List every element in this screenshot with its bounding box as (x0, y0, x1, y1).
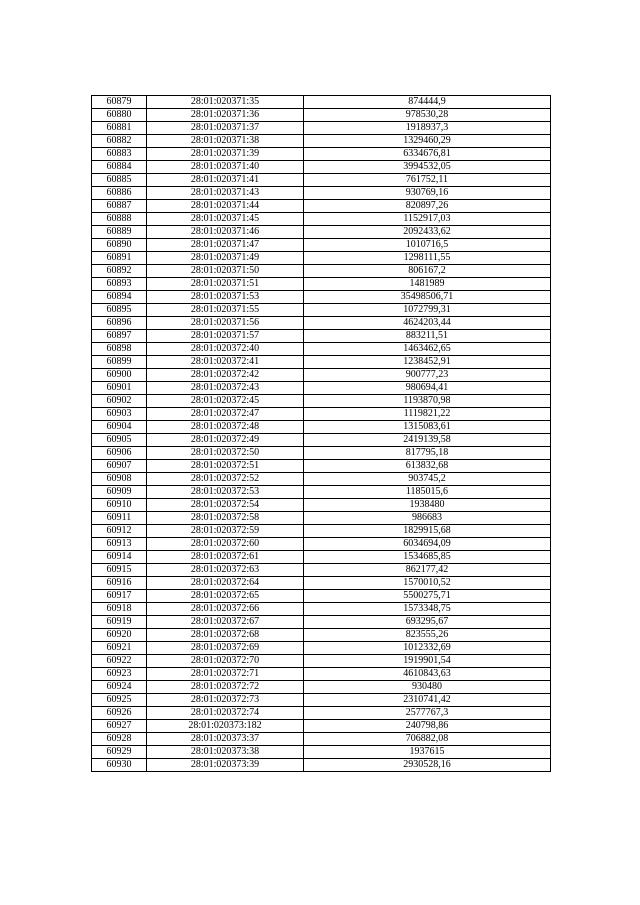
value-cell: 817795,18 (304, 447, 551, 460)
row-number-cell: 60920 (92, 629, 147, 642)
cadastral-number-cell: 28:01:020372:53 (147, 486, 304, 499)
value-cell: 1829915,68 (304, 525, 551, 538)
cadastral-number-cell: 28:01:020371:51 (147, 278, 304, 291)
table-row (92, 525, 551, 538)
cadastral-number-cell: 28:01:020372:71 (147, 668, 304, 681)
table-row (92, 538, 551, 551)
cadastral-number-cell: 28:01:020372:43 (147, 382, 304, 395)
cadastral-number-cell: 28:01:020371:36 (147, 109, 304, 122)
cadastral-number-cell: 28:01:020372:61 (147, 551, 304, 564)
cadastral-number-cell: 28:01:020372:73 (147, 694, 304, 707)
cadastral-number-cell: 28:01:020371:43 (147, 187, 304, 200)
row-number-cell: 60885 (92, 174, 147, 187)
table-row (92, 512, 551, 525)
cadastral-number-cell: 28:01:020371:38 (147, 135, 304, 148)
value-cell: 2092433,62 (304, 226, 551, 239)
value-cell: 1919901,54 (304, 655, 551, 668)
row-number-cell: 60892 (92, 265, 147, 278)
value-cell: 986683 (304, 512, 551, 525)
row-number-cell: 60888 (92, 213, 147, 226)
cadastral-number-cell: 28:01:020371:47 (147, 239, 304, 252)
table-row (92, 629, 551, 642)
row-number-cell: 60926 (92, 707, 147, 720)
cadastral-number-cell: 28:01:020372:69 (147, 642, 304, 655)
value-cell: 1185015,6 (304, 486, 551, 499)
row-number-cell: 60914 (92, 551, 147, 564)
table-row (92, 265, 551, 278)
table-row (92, 291, 551, 304)
cadastral-number-cell: 28:01:020372:40 (147, 343, 304, 356)
value-cell: 1238452,91 (304, 356, 551, 369)
table-row (92, 278, 551, 291)
table-row (92, 460, 551, 473)
row-number-cell: 60896 (92, 317, 147, 330)
cadastral-number-cell: 28:01:020371:55 (147, 304, 304, 317)
table-row (92, 681, 551, 694)
value-cell: 1329460,29 (304, 135, 551, 148)
row-number-cell: 60899 (92, 356, 147, 369)
table-row (92, 317, 551, 330)
value-cell: 2310741,42 (304, 694, 551, 707)
row-number-cell: 60906 (92, 447, 147, 460)
value-cell: 1938480 (304, 499, 551, 512)
cadastral-number-cell: 28:01:020373:38 (147, 746, 304, 759)
value-cell: 1534685,85 (304, 551, 551, 564)
cadastral-number-cell: 28:01:020371:37 (147, 122, 304, 135)
cadastral-number-cell: 28:01:020371:45 (147, 213, 304, 226)
row-number-cell: 60925 (92, 694, 147, 707)
table-row (92, 707, 551, 720)
row-number-cell: 60894 (92, 291, 147, 304)
row-number-cell: 60930 (92, 759, 147, 772)
table-row (92, 161, 551, 174)
row-number-cell: 60882 (92, 135, 147, 148)
table-row (92, 447, 551, 460)
row-number-cell: 60898 (92, 343, 147, 356)
cadastral-number-cell: 28:01:020372:67 (147, 616, 304, 629)
table-row (92, 746, 551, 759)
value-cell: 883211,51 (304, 330, 551, 343)
cadastral-number-cell: 28:01:020372:51 (147, 460, 304, 473)
table-row (92, 733, 551, 746)
table-row (92, 434, 551, 447)
cadastral-number-cell: 28:01:020372:64 (147, 577, 304, 590)
table-row (92, 239, 551, 252)
cadastral-number-cell: 28:01:020371:44 (147, 200, 304, 213)
table-row (92, 720, 551, 733)
value-cell: 930480 (304, 681, 551, 694)
value-cell: 761752,11 (304, 174, 551, 187)
cadastral-number-cell: 28:01:020371:50 (147, 265, 304, 278)
table-row (92, 356, 551, 369)
row-number-cell: 60923 (92, 668, 147, 681)
cadastral-number-cell: 28:01:020371:53 (147, 291, 304, 304)
table-row (92, 96, 551, 109)
value-cell: 980694,41 (304, 382, 551, 395)
value-cell: 1012332,69 (304, 642, 551, 655)
value-cell: 6034694,09 (304, 538, 551, 551)
cadastral-number-cell: 28:01:020372:66 (147, 603, 304, 616)
row-number-cell: 60924 (92, 681, 147, 694)
value-cell: 862177,42 (304, 564, 551, 577)
value-cell: 35498506,71 (304, 291, 551, 304)
table-row (92, 421, 551, 434)
cadastral-number-cell: 28:01:020372:50 (147, 447, 304, 460)
value-cell: 1463462,65 (304, 343, 551, 356)
cadastral-number-cell: 28:01:020372:45 (147, 395, 304, 408)
table-row (92, 499, 551, 512)
row-number-cell: 60912 (92, 525, 147, 538)
cadastral-number-cell: 28:01:020372:72 (147, 681, 304, 694)
value-cell: 5500275,71 (304, 590, 551, 603)
cadastral-number-cell: 28:01:020372:59 (147, 525, 304, 538)
row-number-cell: 60891 (92, 252, 147, 265)
table-row (92, 564, 551, 577)
table-row (92, 551, 551, 564)
row-number-cell: 60927 (92, 720, 147, 733)
value-cell: 1193870,98 (304, 395, 551, 408)
table-row (92, 148, 551, 161)
table-row (92, 486, 551, 499)
table-row (92, 473, 551, 486)
row-number-cell: 60911 (92, 512, 147, 525)
table-row (92, 252, 551, 265)
value-cell: 930769,16 (304, 187, 551, 200)
value-cell: 1481989 (304, 278, 551, 291)
row-number-cell: 60922 (92, 655, 147, 668)
cadastral-number-cell: 28:01:020371:41 (147, 174, 304, 187)
row-number-cell: 60916 (92, 577, 147, 590)
cadastral-number-cell: 28:01:020372:65 (147, 590, 304, 603)
table-row (92, 382, 551, 395)
value-cell: 2419139,58 (304, 434, 551, 447)
row-number-cell: 60919 (92, 616, 147, 629)
value-cell: 823555,26 (304, 629, 551, 642)
row-number-cell: 60913 (92, 538, 147, 551)
row-number-cell: 60881 (92, 122, 147, 135)
row-number-cell: 60902 (92, 395, 147, 408)
table-row (92, 759, 551, 772)
value-cell: 240798,86 (304, 720, 551, 733)
row-number-cell: 60900 (92, 369, 147, 382)
table-row (92, 655, 551, 668)
cadastral-number-cell: 28:01:020373:37 (147, 733, 304, 746)
table-row (92, 642, 551, 655)
row-number-cell: 60908 (92, 473, 147, 486)
value-cell: 978530,28 (304, 109, 551, 122)
cadastral-number-cell: 28:01:020372:52 (147, 473, 304, 486)
value-cell: 706882,08 (304, 733, 551, 746)
table-row (92, 226, 551, 239)
value-cell: 1152917,03 (304, 213, 551, 226)
cadastral-number-cell: 28:01:020372:68 (147, 629, 304, 642)
value-cell: 6334676,81 (304, 148, 551, 161)
row-number-cell: 60893 (92, 278, 147, 291)
table-row (92, 304, 551, 317)
row-number-cell: 60907 (92, 460, 147, 473)
value-cell: 874444,9 (304, 96, 551, 109)
value-cell: 3994532,05 (304, 161, 551, 174)
row-number-cell: 60917 (92, 590, 147, 603)
table-row (92, 109, 551, 122)
table-row (92, 590, 551, 603)
value-cell: 1298111,55 (304, 252, 551, 265)
table-row (92, 174, 551, 187)
cadastral-number-cell: 28:01:020371:49 (147, 252, 304, 265)
row-number-cell: 60880 (92, 109, 147, 122)
row-number-cell: 60910 (92, 499, 147, 512)
cadastral-number-cell: 28:01:020372:48 (147, 421, 304, 434)
value-cell: 900777,23 (304, 369, 551, 382)
cadastral-number-cell: 28:01:020372:60 (147, 538, 304, 551)
table-row (92, 187, 551, 200)
cadastral-number-cell: 28:01:020371:56 (147, 317, 304, 330)
value-cell: 820897,26 (304, 200, 551, 213)
row-number-cell: 60883 (92, 148, 147, 161)
row-number-cell: 60928 (92, 733, 147, 746)
cadastral-number-cell: 28:01:020372:58 (147, 512, 304, 525)
cadastral-number-cell: 28:01:020373:39 (147, 759, 304, 772)
table-row (92, 330, 551, 343)
value-cell: 806167,2 (304, 265, 551, 278)
value-cell: 903745,2 (304, 473, 551, 486)
table-body (92, 96, 551, 772)
cadastral-number-cell: 28:01:020371:46 (147, 226, 304, 239)
row-number-cell: 60918 (92, 603, 147, 616)
row-number-cell: 60897 (92, 330, 147, 343)
data-table (91, 95, 551, 772)
row-number-cell: 60879 (92, 96, 147, 109)
row-number-cell: 60905 (92, 434, 147, 447)
value-cell: 4624203,44 (304, 317, 551, 330)
table-row (92, 369, 551, 382)
row-number-cell: 60884 (92, 161, 147, 174)
row-number-cell: 60887 (92, 200, 147, 213)
row-number-cell: 60915 (92, 564, 147, 577)
value-cell: 1573348,75 (304, 603, 551, 616)
table-row (92, 343, 551, 356)
value-cell: 4610843,63 (304, 668, 551, 681)
cadastral-number-cell: 28:01:020372:47 (147, 408, 304, 421)
value-cell: 1119821,22 (304, 408, 551, 421)
value-cell: 1315083,61 (304, 421, 551, 434)
table-row (92, 694, 551, 707)
table-row (92, 408, 551, 421)
value-cell: 1918937,3 (304, 122, 551, 135)
table-row (92, 577, 551, 590)
cadastral-number-cell: 28:01:020371:35 (147, 96, 304, 109)
row-number-cell: 60901 (92, 382, 147, 395)
value-cell: 2930528,16 (304, 759, 551, 772)
value-cell: 1937615 (304, 746, 551, 759)
value-cell: 1072799,31 (304, 304, 551, 317)
value-cell: 693295,67 (304, 616, 551, 629)
cadastral-number-cell: 28:01:020371:57 (147, 330, 304, 343)
table-row (92, 135, 551, 148)
row-number-cell: 60895 (92, 304, 147, 317)
table-row (92, 122, 551, 135)
row-number-cell: 60886 (92, 187, 147, 200)
cadastral-number-cell: 28:01:020373:182 (147, 720, 304, 733)
table-row (92, 200, 551, 213)
table-row (92, 603, 551, 616)
cadastral-number-cell: 28:01:020371:39 (147, 148, 304, 161)
table-row (92, 213, 551, 226)
value-cell: 613832,68 (304, 460, 551, 473)
row-number-cell: 60921 (92, 642, 147, 655)
cadastral-number-cell: 28:01:020372:74 (147, 707, 304, 720)
cadastral-number-cell: 28:01:020372:63 (147, 564, 304, 577)
row-number-cell: 60903 (92, 408, 147, 421)
row-number-cell: 60929 (92, 746, 147, 759)
table-row (92, 395, 551, 408)
value-cell: 2577767,3 (304, 707, 551, 720)
cadastral-number-cell: 28:01:020372:54 (147, 499, 304, 512)
value-cell: 1010716,5 (304, 239, 551, 252)
row-number-cell: 60904 (92, 421, 147, 434)
row-number-cell: 60909 (92, 486, 147, 499)
cadastral-number-cell: 28:01:020371:40 (147, 161, 304, 174)
row-number-cell: 60890 (92, 239, 147, 252)
cadastral-number-cell: 28:01:020372:41 (147, 356, 304, 369)
value-cell: 1570010,52 (304, 577, 551, 590)
row-number-cell: 60889 (92, 226, 147, 239)
table-row (92, 616, 551, 629)
table-row (92, 668, 551, 681)
cadastral-number-cell: 28:01:020372:49 (147, 434, 304, 447)
cadastral-number-cell: 28:01:020372:42 (147, 369, 304, 382)
cadastral-number-cell: 28:01:020372:70 (147, 655, 304, 668)
